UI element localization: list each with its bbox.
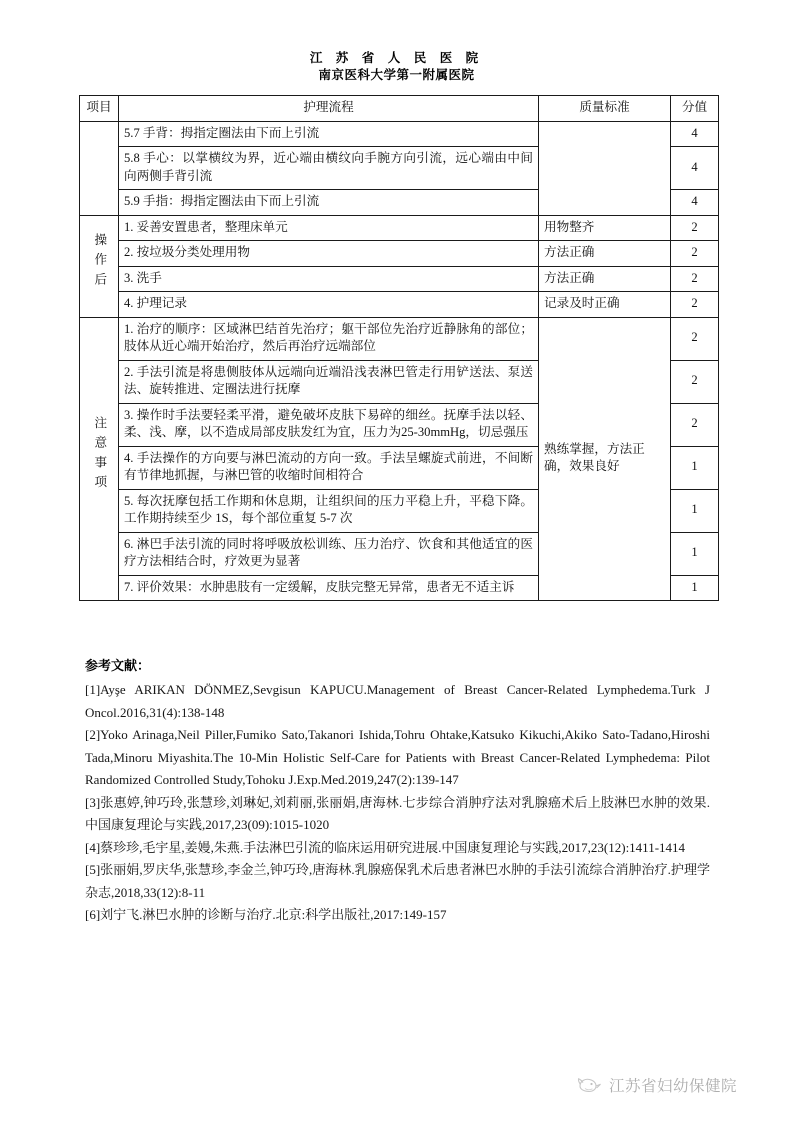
score-cell: 2	[671, 266, 719, 292]
standard-cell-empty	[539, 121, 671, 215]
column-header-score: 分值	[671, 96, 719, 122]
nursing-procedure-table-wrapper	[79, 95, 718, 601]
category-cell-empty	[80, 121, 119, 215]
score-cell: 4	[671, 190, 719, 216]
score-cell: 1	[671, 532, 719, 575]
column-header-standard: 质量标准	[539, 96, 671, 122]
standard-cell-merged: 熟练掌握，方法正确，效果良好	[539, 317, 671, 601]
procedure-cell: 2. 按垃圾分类处理用物	[119, 241, 539, 267]
procedure-cell: 4. 护理记录	[119, 292, 539, 318]
footer-watermark-label: 江苏省妇幼保健院	[609, 1078, 738, 1095]
score-cell: 1	[671, 575, 719, 601]
standard-cell: 方法正确	[539, 241, 671, 267]
category-cell-precautions	[80, 317, 119, 601]
procedure-cell: 1. 妥善安置患者，整理床单元	[119, 215, 539, 241]
reference-item: [2]Yoko Arinaga,Neil Piller,Fumiko Sato,Takanori Ishida,Tohru Ohtake,Katsuko Kikuchi,Akiko Sato-Tadano,Hiroshi Tada,Minoru Miyashita.The 10-Min Holistic Self-Care for Patients with Breast Cancer-Related Lymphedema: Pilot Randomized Controlled Study,Tohoku J.Exp.Med.2019,247(2):139-147	[85, 727, 710, 787]
table-row	[80, 292, 719, 318]
procedure-cell: 5.9 手指：拇指定圈法由下而上引流	[119, 190, 539, 216]
references-section	[85, 655, 710, 927]
table-row	[80, 317, 719, 360]
procedure-cell: 3. 操作时手法要轻柔平滑，避免破坏皮肤下易碎的细丝。抚摩手法以轻、柔、浅、摩，以不造成局部皮肤发红为宜，压力为25-30mmHg，切忌强压	[119, 403, 539, 446]
score-cell: 2	[671, 403, 719, 446]
standard-cell: 用物整齐	[539, 215, 671, 241]
procedure-cell: 3. 洗手	[119, 266, 539, 292]
reference-item: [5]张丽娟,罗庆华,张慧珍,李金兰,钟巧玲,唐海林.乳腺癌保乳术后患者淋巴水肿的手法引流综合消肿治疗.护理学杂志,2018,33(12):8-11	[85, 862, 710, 900]
score-cell: 2	[671, 317, 719, 360]
footer-watermark	[576, 1074, 737, 1096]
standard-cell: 记录及时正确	[539, 292, 671, 318]
document-header	[0, 50, 793, 84]
reference-item: [1]Ayşe ARIKAN DÖNMEZ,Sevgisun KAPUCU.Management of Breast Cancer-Related Lymphedema.Turk J Oncol.2016,31(4):138-148	[85, 682, 710, 720]
bird-logo-icon	[576, 1074, 602, 1096]
procedure-cell: 2. 手法引流是将患侧肢体从远端向近端沿浅表淋巴管走行用铲送法、泵送法、旋转推进、定圈法进行抚摩	[119, 360, 539, 403]
procedure-cell: 5. 每次抚摩包括工作期和休息期，让组织间的压力平稳上升，平稳下降。工作期持续至少 1S，每个部位重复 5-7 次	[119, 489, 539, 532]
category-label: 操作后	[92, 233, 107, 293]
procedure-cell: 5.8 手心：以掌横纹为界，近心端由横纹向手腕方向引流，远心端由中间向两侧手背引流	[119, 147, 539, 190]
reference-item: [6]刘宁飞.淋巴水肿的诊断与治疗.北京:科学出版社,2017:149-157	[85, 907, 447, 922]
category-cell-post-operation	[80, 215, 119, 317]
score-cell: 2	[671, 215, 719, 241]
table-row	[80, 121, 719, 147]
score-cell: 2	[671, 241, 719, 267]
reference-item: [3]张惠婷,钟巧玲,张慧珍,刘琳妃,刘莉丽,张丽娟,唐海林.七步综合消肿疗法对乳腺癌术后上肢淋巴水肿的效果.中国康复理论与实践,2017,23(09):1015-1020	[85, 794, 710, 832]
reference-item: [4]蔡珍珍,毛宇星,姜嫚,朱燕.手法淋巴引流的临床运用研究进展.中国康复理论与实践,2017,23(12):1411-1414	[85, 839, 686, 855]
score-cell: 1	[671, 489, 719, 532]
nursing-procedure-table	[79, 95, 719, 601]
hospital-affiliation: 南京医科大学第一附属医院	[318, 68, 475, 82]
procedure-cell: 6. 淋巴手法引流的同时将呼吸放松训练、压力治疗、饮食和其他适宜的医疗方法相结合时，疗效更为显著	[119, 532, 539, 575]
category-label: 注意事项	[92, 416, 107, 495]
hospital-name: 江 苏 省 人 民 医 院	[309, 51, 484, 65]
standard-cell: 方法正确	[539, 266, 671, 292]
procedure-cell: 5.7 手背：拇指定圈法由下而上引流	[119, 121, 539, 147]
score-cell: 4	[671, 121, 719, 147]
column-header-item: 项目	[80, 96, 119, 122]
table-row	[80, 241, 719, 267]
score-cell: 2	[671, 292, 719, 318]
column-header-procedure: 护理流程	[119, 96, 539, 122]
table-row	[80, 266, 719, 292]
references-heading: 参考文献：	[85, 658, 151, 673]
procedure-cell: 7. 评价效果：水肿患肢有一定缓解，皮肤完整无异常，患者无不适主诉	[119, 575, 539, 601]
score-cell: 4	[671, 147, 719, 190]
table-header-row	[80, 96, 719, 122]
score-cell: 1	[671, 446, 719, 489]
table-row	[80, 215, 719, 241]
procedure-cell: 1. 治疗的顺序：区域淋巴结首先治疗；躯干部位先治疗近静脉角的部位；肢体从近心端开始治疗，然后再治疗远端部位	[119, 317, 539, 360]
procedure-cell: 4. 手法操作的方向要与淋巴流动的方向一致。手法呈螺旋式前进，不间断有节律地抓握，与淋巴管的收缩时间相符合	[119, 446, 539, 489]
score-cell: 2	[671, 360, 719, 403]
